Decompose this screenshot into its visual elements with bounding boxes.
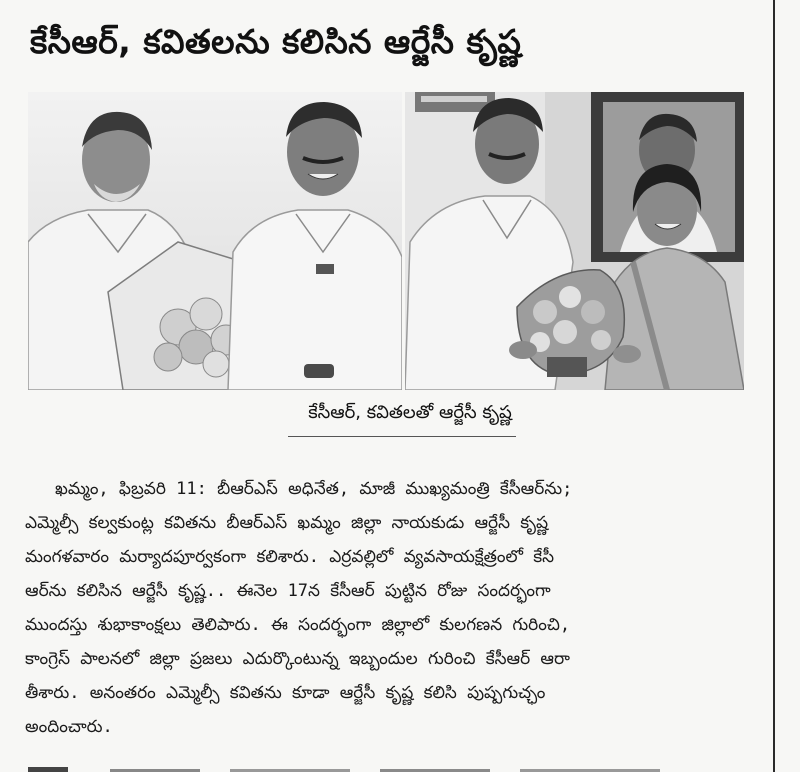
cropped-text-fragment (0, 763, 773, 772)
headline: కేసీఆర్, కవితలను కలిసిన ఆర్జేసీ కృష్ణ (30, 22, 522, 61)
article-line: మంగళవారం మర్యాదపూర్వకంగా కలిశారు. ఎర్రవల్లిలో వ్యవసాయక్షేత్రంలో కేసీ (25, 547, 555, 567)
photo-caption: కేసీఆర్, కవితలతో ఆర్జేసీ కృష్ణ (308, 402, 512, 423)
article-line: కాంగ్రెస్ పాలనలో జిల్లా ప్రజలు ఎదుర్కొంటున్న ఇబ్బందుల గురించి కేసీఆర్ ఆరా (25, 649, 570, 669)
photo-illustration-2 (405, 92, 744, 390)
photo-kavitha-and-krishna (405, 92, 744, 390)
article-line: ఎమ్మెల్సీ కల్వకుంట్ల కవితను బీఆర్ఎస్ ఖమ్మం జిల్లా నాయకుడు ఆర్జేసీ కృష్ణ (25, 513, 549, 533)
article-line: ముందస్తు శుభాకాంక్షలు తెలిపారు. ఈ సందర్భంగా జిల్లాలో కులగణన గురించి, (25, 615, 571, 635)
photo-illustration (28, 92, 402, 390)
cropped-next-article (0, 760, 773, 772)
article-body (25, 472, 745, 744)
article-line: తీశారు. అనంతరం ఎమ్మెల్సీ కవితను కూడా ఆర్జేసీ కృష్ణ కలిసి పుష్పగుచ్ఛం (25, 683, 546, 703)
caption-divider (288, 436, 516, 437)
article-line: ఖమ్మం, ఫిబ్రవరి 11: బీఆర్ఎస్ అధినేత, మాజీ ముఖ్యమంత్రి కేసీఆర్‌ను; (55, 479, 573, 499)
column-rule (773, 0, 775, 772)
photo-kcr-and-krishna (28, 92, 402, 390)
article-line: ఆర్‌ను కలిసిన ఆర్జేసీ కృష్ణ.. ఈనెల 17న కేసీఆర్ పుట్టిన రోజు సందర్భంగా (25, 581, 551, 601)
article-line: అందించారు. (25, 717, 113, 737)
